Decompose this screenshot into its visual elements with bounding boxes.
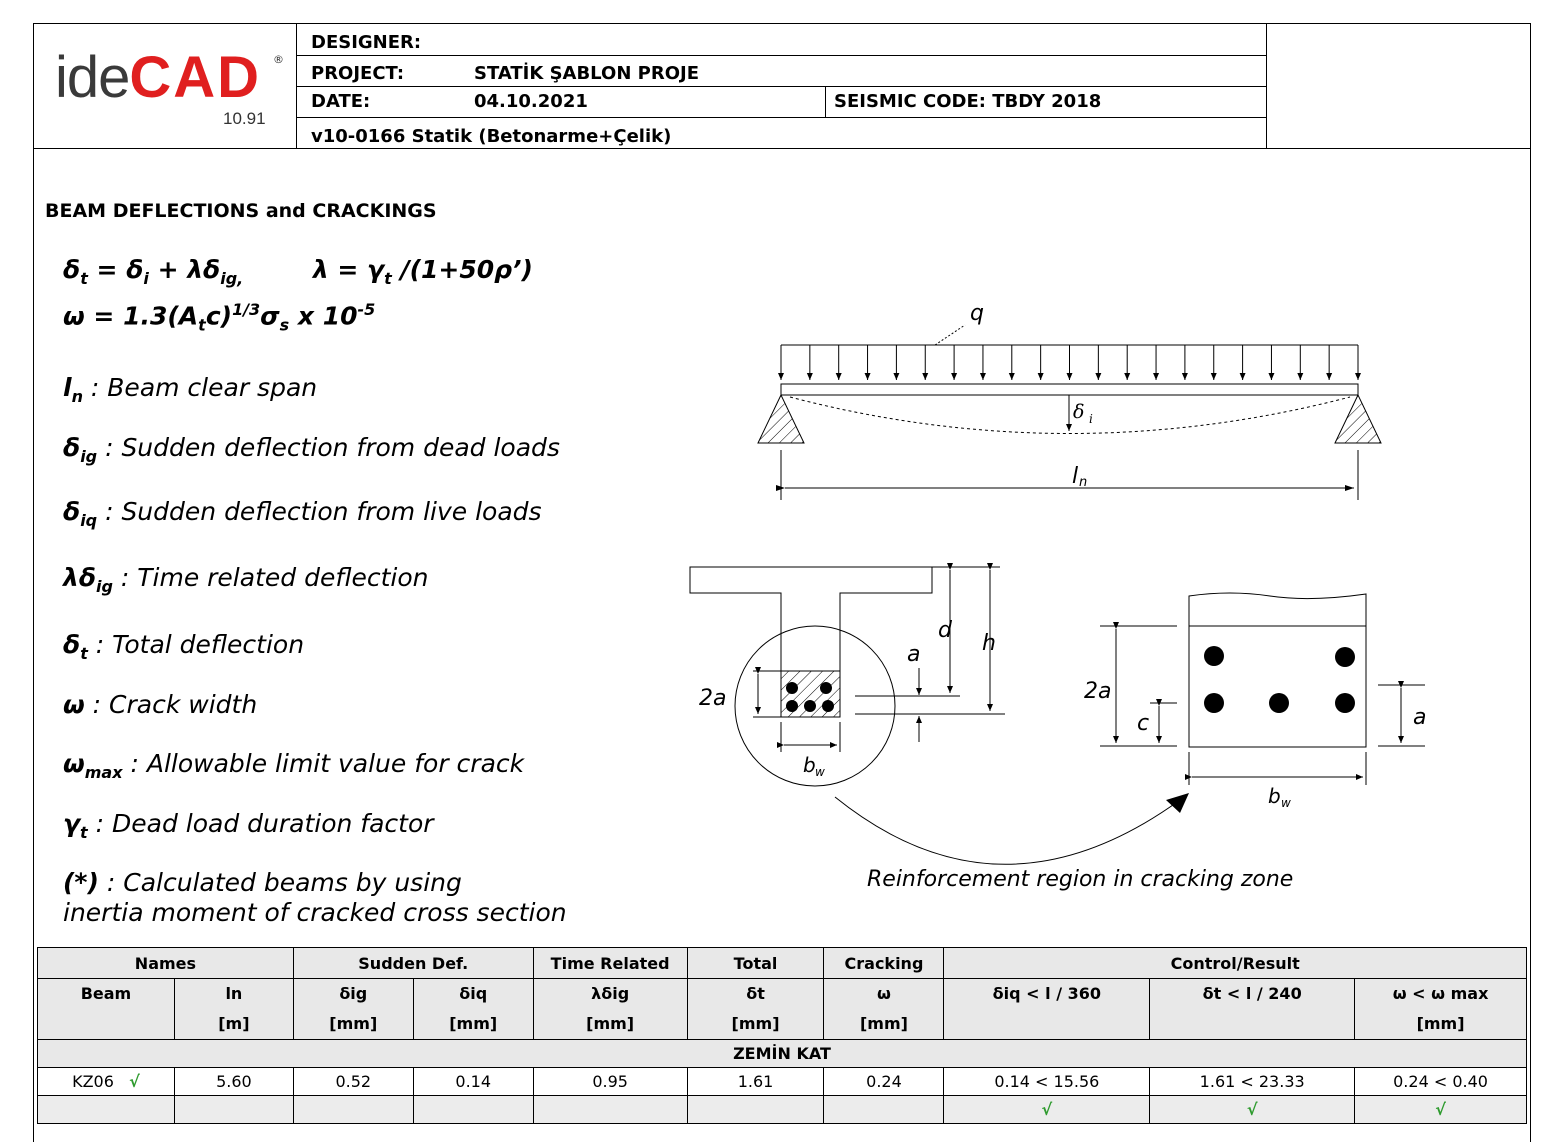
empty-cell <box>687 1096 824 1124</box>
col-ln: ln [m] <box>174 979 293 1040</box>
col-check-diq: δiq < l / 360 <box>944 979 1150 1040</box>
distributed-load <box>781 301 1358 380</box>
col-check-dt: δt < l / 240 <box>1150 979 1355 1040</box>
deflection-formula: $\delta_t = \delta_i + \lambda\delta_{ig,}$ $\lambda = \gamma_t$ /(1+50ρ’) <box>63 255 533 288</box>
definition-wmax: $\omega_{max}$ : Allowable limit value for crack <box>63 749 525 782</box>
crack-formula: $\omega = 1.3(A_tc)^{1/3}\sigma_s$ x $10^{-5}$ <box>63 300 376 335</box>
definition-w: ω : Crack width <box>63 690 258 719</box>
region-pointer-arrow <box>835 797 1180 864</box>
w-cell: 0.24 <box>824 1068 944 1096</box>
definition-ln: $l_n$ : Beam clear span <box>63 373 318 406</box>
group-time: Time Related <box>533 948 687 979</box>
ok-check-icon: √ <box>944 1096 1150 1124</box>
date-value: 04.10.2021 <box>474 91 588 112</box>
col-ldig: λδig [mm] <box>533 979 687 1040</box>
section-title: BEAM DEFLECTIONS and CRACKINGS <box>45 200 437 222</box>
group-total: Total <box>687 948 824 979</box>
dig-cell: 0.52 <box>293 1068 413 1096</box>
definition-dig: $\delta_{ig}$ : Sudden deflection from dead loads <box>63 433 560 466</box>
date-label: DATE: <box>311 91 371 112</box>
t-h-label: h <box>982 631 996 656</box>
col-dt: δt [mm] <box>687 979 824 1040</box>
table-group-header <box>38 948 1527 979</box>
seismic-code: SEISMIC CODE: TBDY 2018 <box>834 91 1102 112</box>
ok-check-icon: √ <box>1150 1096 1355 1124</box>
span-label: l <box>1072 464 1079 489</box>
definition-diq: $\delta_{iq}$ : Sudden deflection from live loads <box>63 497 542 530</box>
results-table <box>37 947 1527 1124</box>
check-diq-cell: 0.14 < 15.56 <box>944 1068 1150 1096</box>
table-column-header <box>38 979 1527 1040</box>
deflection-label: δ <box>1073 401 1085 423</box>
dt-cell: 1.61 <box>687 1068 824 1096</box>
definition-dt: $\delta_t$ : Total deflection <box>63 630 305 663</box>
group-sudden: Sudden Def. <box>293 948 533 979</box>
col-dig: δig [mm] <box>293 979 413 1040</box>
designer-label: DESIGNER: <box>311 32 422 53</box>
logo-cad: CAD <box>129 45 262 110</box>
definition-gt: $\gamma_t$ : Dead load duration factor <box>63 809 434 842</box>
crack-region <box>1084 593 1426 810</box>
group-cracking: Cracking <box>824 948 944 979</box>
col-diq: δiq [mm] <box>413 979 533 1040</box>
group-control: Control/Result <box>944 948 1527 979</box>
project-label: PROJECT: <box>311 63 405 84</box>
table-row <box>38 1068 1527 1096</box>
ok-check-icon: √ <box>1355 1096 1527 1124</box>
logo-ide: ide <box>55 45 130 110</box>
ln-cell: 5.60 <box>174 1068 293 1096</box>
load-arrows <box>781 345 1358 380</box>
empty-cell <box>293 1096 413 1124</box>
definition-ldig: $\lambda\delta_{ig}$ : Time related deflection <box>63 563 429 596</box>
beam <box>781 384 1358 434</box>
beam-check-icon: √ <box>129 1072 140 1091</box>
beam-name: KZ06 <box>72 1072 114 1091</box>
ldig-cell: 0.95 <box>533 1068 687 1096</box>
load-label: q <box>970 301 984 326</box>
span-sub: n <box>1079 475 1088 490</box>
col-w: ω [mm] <box>824 979 944 1040</box>
check-dt-cell: 1.61 < 23.33 <box>1150 1068 1355 1096</box>
logo-registered-mark: ® <box>273 53 284 66</box>
region-bw-label: b <box>1268 784 1281 808</box>
empty-cell <box>413 1096 533 1124</box>
beam-cell <box>38 1068 175 1096</box>
empty-cell <box>38 1096 175 1124</box>
t-a-label: a <box>907 642 921 667</box>
definition-cracked-line2: inertia moment of cracked cross section <box>63 898 567 927</box>
left-support <box>758 395 804 443</box>
diagram-caption: Reinforcement region in cracking zone <box>867 867 1294 892</box>
diq-cell: 0.14 <box>413 1068 533 1096</box>
region-bw-sub: w <box>1281 796 1291 810</box>
t-bw-sub: w <box>815 765 825 779</box>
floor-row <box>38 1040 1527 1068</box>
right-support <box>1335 395 1381 443</box>
check-w-cell: 0.24 < 0.40 <box>1355 1068 1527 1096</box>
t-d-label: d <box>938 618 952 643</box>
region-c-label: c <box>1137 711 1150 736</box>
empty-cell <box>824 1096 944 1124</box>
col-beam: Beam <box>38 979 175 1040</box>
span-dimension <box>781 450 1358 500</box>
group-names: Names <box>38 948 294 979</box>
t-bw-label: b <box>803 753 816 777</box>
region-2a-label: 2a <box>1084 679 1112 704</box>
t-2a-label: 2a <box>699 686 727 711</box>
deflection-sub: i <box>1089 412 1093 426</box>
region-a-label: a <box>1413 705 1427 730</box>
empty-cell <box>533 1096 687 1124</box>
floor-name: ZEMİN KAT <box>38 1040 1527 1068</box>
region-pointer-arrowhead <box>1166 793 1189 813</box>
definition-cracked: (*) : Calculated beams by using <box>63 868 462 897</box>
version-line: v10-0166 Statik (Betonarme+Çelik) <box>311 126 672 147</box>
project-value: STATİK ŞABLON PROJE <box>474 63 699 84</box>
logo-version: 10.91 <box>223 109 266 128</box>
t-section <box>690 567 1005 786</box>
empty-cell <box>174 1096 293 1124</box>
table-row-status <box>38 1096 1527 1124</box>
col-check-w: ω < ω max [mm] <box>1355 979 1527 1040</box>
